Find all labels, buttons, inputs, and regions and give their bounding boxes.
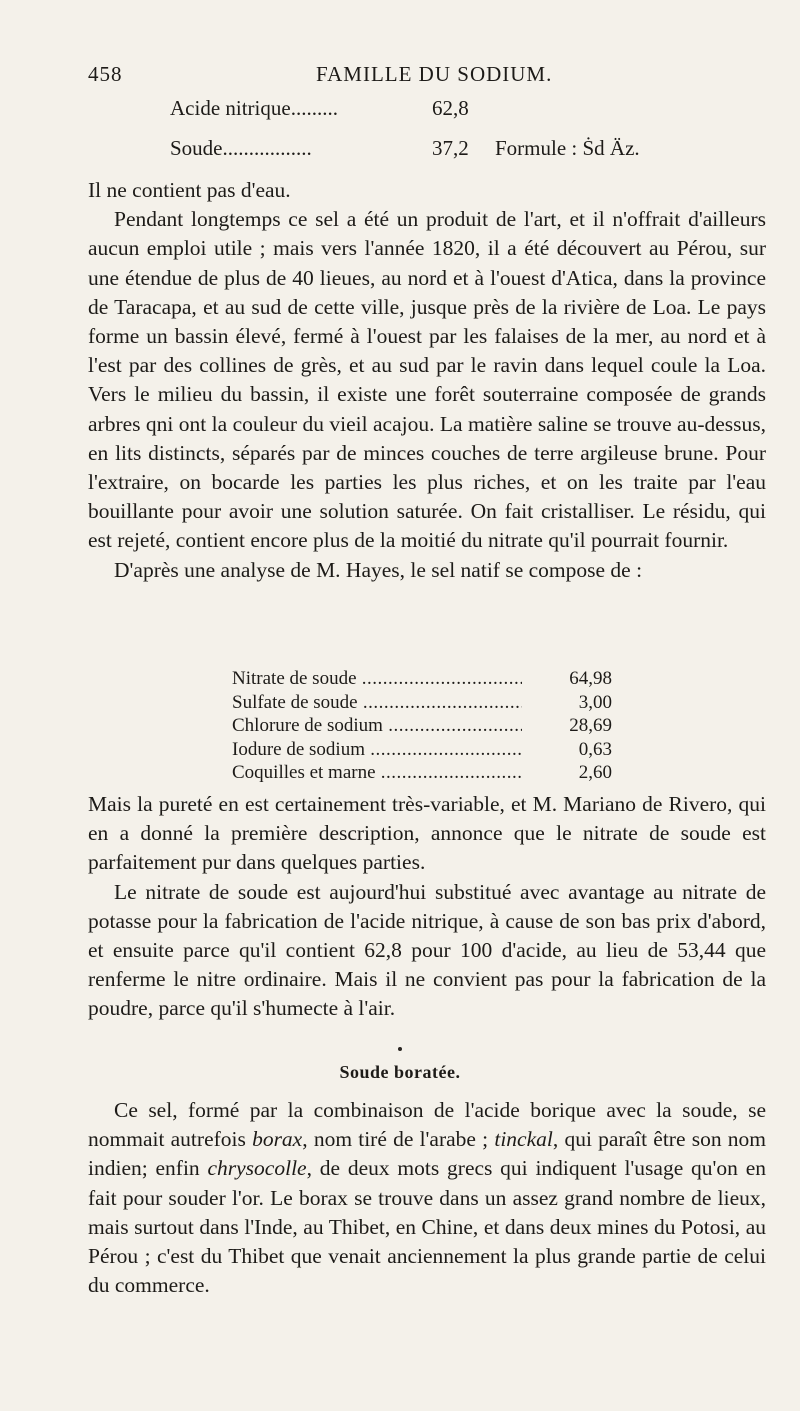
- term-chrysocolle: chrysocolle: [207, 1156, 307, 1181]
- analysis-label: Nitrate de soude .....: [232, 668, 522, 690]
- analysis-row: [232, 739, 612, 763]
- analysis-value: 3,00: [578, 691, 612, 713]
- analysis-row: [232, 715, 612, 739]
- chemical-formula: Formule : Ṡd Äz.: [495, 136, 640, 160]
- analysis-row: [232, 762, 612, 786]
- analysis-label: Sulfate de soude .....: [232, 692, 522, 714]
- analysis-value: 64,98: [569, 668, 612, 689]
- text-run: Ce sel, formé par la combinaison de l'acide borique avec la soude, se nommait autrefois: [88, 1098, 766, 1152]
- analysis-row: [232, 692, 612, 716]
- composition-name: Soude.................: [170, 136, 312, 160]
- composition-name: Acide nitrique.........: [170, 96, 338, 120]
- section-title: Soude boratée.: [339, 1062, 461, 1082]
- text-block-upper: [88, 176, 766, 585]
- composition-row: [170, 96, 690, 136]
- running-title: FAMILLE DU SODIUM.: [316, 62, 553, 86]
- running-head: [88, 62, 768, 88]
- analysis-label: Iodure de sodium .....: [232, 739, 522, 761]
- composition-value: 37,2: [432, 136, 469, 160]
- composition-row: [170, 136, 690, 176]
- text-run: , qui paraît être son nom indien; enfin: [88, 1127, 766, 1181]
- analysis-table: [232, 668, 612, 786]
- analysis-value: 2,60: [578, 762, 612, 783]
- text-block-middle: [88, 790, 766, 1024]
- analysis-value: 0,63: [578, 738, 612, 760]
- text-block-lower: [88, 1096, 766, 1300]
- page-number: 458: [88, 62, 123, 86]
- text-run: , de deux mots grecs qui indiquent l'usage qu'on en fait pour souder l'or. Le borax se trouve dans un assez grand nombre de lieux, mais surtout dans l'Inde, au Thibet, en Chine, et dans deux mines du Potosi, au Pérou ; c'est du Thibet que venait anciennement la plus grande partie de celui du commerce.: [88, 1156, 767, 1298]
- analysis-row: [232, 668, 612, 692]
- analysis-value: 28,69: [569, 715, 612, 736]
- composition-value: 62,8: [432, 96, 469, 120]
- paragraph: Il ne contient pas d'eau.: [88, 178, 291, 202]
- paragraph: Mais la pureté en est certainement très-variable, et M. Mariano de Rivero, qui en a donné la première description, annonce que le nitrate de soude est parfaitement pur dans quelques parties.: [88, 792, 766, 875]
- composition-table: [170, 96, 690, 176]
- analysis-label: Coquilles et marne .....: [232, 762, 522, 784]
- paragraph: Pendant longtemps ce sel a été un produit de l'art, et il n'offrait d'ailleurs aucun emploi utile ; mais vers l'année 1820, il a été découvert au Pérou, sur une étendue de plus de 40 lieues, au nord et à l'ouest d'Atica, dans la province de Taracapa, et au sud de cette ville, jusque près de la rivière de Loa. Le pays forme un bassin élevé, fermé à l'ouest par les falaises de la mer, au nord et à l'est par des collines de grès, et au sud par le ravin dans lequel coule la Loa. Vers le milieu du bassin, il existe une forêt souterraine composée de grands arbres qni ont la couleur du vieil acajou. La matière saline se trouve au-dessus, en lits distincts, séparés par de minces couches de terre argileuse brune. Pour l'extraire, on bocarde les parties les plus riches, et on les traite par l'eau bouillante pour avoir une solution saturée. On fait cristalliser. Le résidu, qui est rejeté, contient encore plus de la moitié du nitrate qu'il pourrait fournir.: [88, 207, 766, 553]
- term-tinckal: tinckal: [494, 1127, 553, 1152]
- analysis-label: Chlorure de sodium .....: [232, 715, 522, 737]
- term-borax: borax: [252, 1127, 303, 1152]
- paragraph: Le nitrate de soude est aujourd'hui substitué avec avantage au nitrate de potasse pour la fabrication de l'acide nitrique, à cause de son bas prix d'abord, et ensuite parce qu'il contient 62,8 pour 100 d'acide, au lieu de 53,44 que renferme le nitre ordinaire. Mais il ne convient pas pour la fabrication de la poudre, parce qu'il s'humecte à l'air.: [88, 879, 766, 1021]
- paragraph: D'après une analyse de M. Hayes, le sel natif se compose de :: [114, 557, 643, 582]
- paragraph: [88, 1096, 766, 1300]
- section-divider-dot: [398, 1047, 402, 1051]
- text-run: , nom tiré de l'arabe ;: [302, 1127, 495, 1152]
